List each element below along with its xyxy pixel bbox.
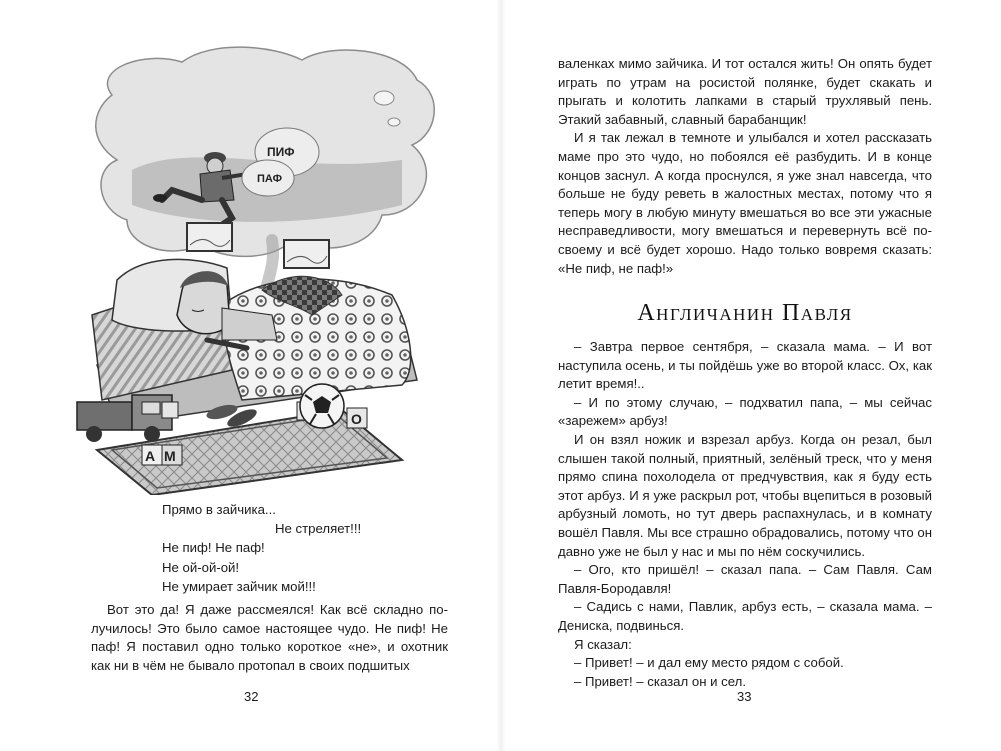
- poem-line: Прямо в зайчика...: [162, 502, 276, 517]
- soccer-ball: [300, 384, 344, 428]
- paragraph: И он взял ножик и взрезал арбуз. Когда он резал, был слышен такой полный, приятный, зелёный треск, что у меня прямо спина похолодела от предчувствия, как я буду есть этот арбуз. И я уже раскрыл рот, чтобы вцепиться в розовый арбузный ломоть, но тут дверь распахнулась, и в комнату вошёл Павля. Мы все страшно обрадовались, потому что он давно уже не был у нас и мы по нём соскучились.: [558, 431, 932, 559]
- poem: [162, 500, 462, 596]
- toy-truck: [77, 395, 172, 442]
- illustration-sleeping-boy: [72, 40, 462, 495]
- cloud-word-pif: ПИФ: [267, 145, 295, 159]
- block-letter-m: М: [164, 448, 176, 464]
- left-page: [0, 0, 500, 751]
- paragraph: – Садись с нами, Павлик, арбуз есть, – сказала мама. – Дениска, подвинься.: [558, 599, 932, 633]
- poem-line: Не пиф! Не паф!: [162, 540, 265, 556]
- paragraph: – Ого, кто пришёл! – сказал папа. – Сам Павля. Сам Павля-Бородавля!: [558, 562, 932, 596]
- continuation-text: [558, 55, 932, 278]
- left-page-paragraph: Вот это да! Я даже рассмеялся! Как всё складно получилось! Это было самое настоящее чудо. Не пиф! Не паф! Я поставил одно только короткое «не», и охотник как ни в чём не бывало протопал в своих подшитых: [91, 602, 448, 673]
- paragraph: – И по этому случаю, – подхватил папа, – мы сейчас «зарежем» арбуз!: [558, 394, 932, 429]
- poem-line: Не умирает зайчик мой!!!: [162, 578, 316, 594]
- chapter-title: Англичанин Павля: [637, 300, 853, 326]
- paragraph: валенках мимо зайчика. И тот остался жить! Он опять будет играть по утрам на росистой полянке, будет скакать и прыгать и колотить лапками в старый трухлявый пень. Этакий забавный, славный барабанщик!: [558, 56, 932, 127]
- block-letter-o: О: [351, 411, 362, 427]
- paragraph: – Привет! – и дал ему место рядом с собой.: [574, 655, 844, 671]
- page-number-right: 33: [737, 689, 752, 704]
- paragraph: – Завтра первое сентября, – сказала мама. – И вот наступила осень, и ты пойдёшь уже во второй класс. Ох, как летит время!..: [558, 339, 932, 392]
- chapter-body: [558, 338, 932, 691]
- paragraph: – Привет! – сказал он и сел.: [574, 673, 747, 689]
- paragraph: И я так лежал в темноте и улыбался и хотел рассказать маме про это чудо, но побоялся её разбудить. И в конце концов заснул. А когда проснулся, я уже знал навсегда, что больше не буду реветь в жалостных местах, потому что я теперь могу в любую минуту вмешаться во все эти ужасные несправедливости, могу вмешаться и перевернуть всё по-своему и всё будет хорошо. Надо только вовремя сказать: «Не пиф, не паф!»: [558, 130, 932, 276]
- poem-line: Не стреляет!!!: [275, 521, 362, 537]
- page-number-left: 32: [244, 689, 259, 704]
- cloud-word-paf: ПАФ: [257, 173, 282, 185]
- paragraph: Я сказал:: [574, 636, 632, 652]
- block-letter-a: А: [145, 448, 156, 464]
- poem-line: Не ой-ой-ой!: [162, 559, 240, 575]
